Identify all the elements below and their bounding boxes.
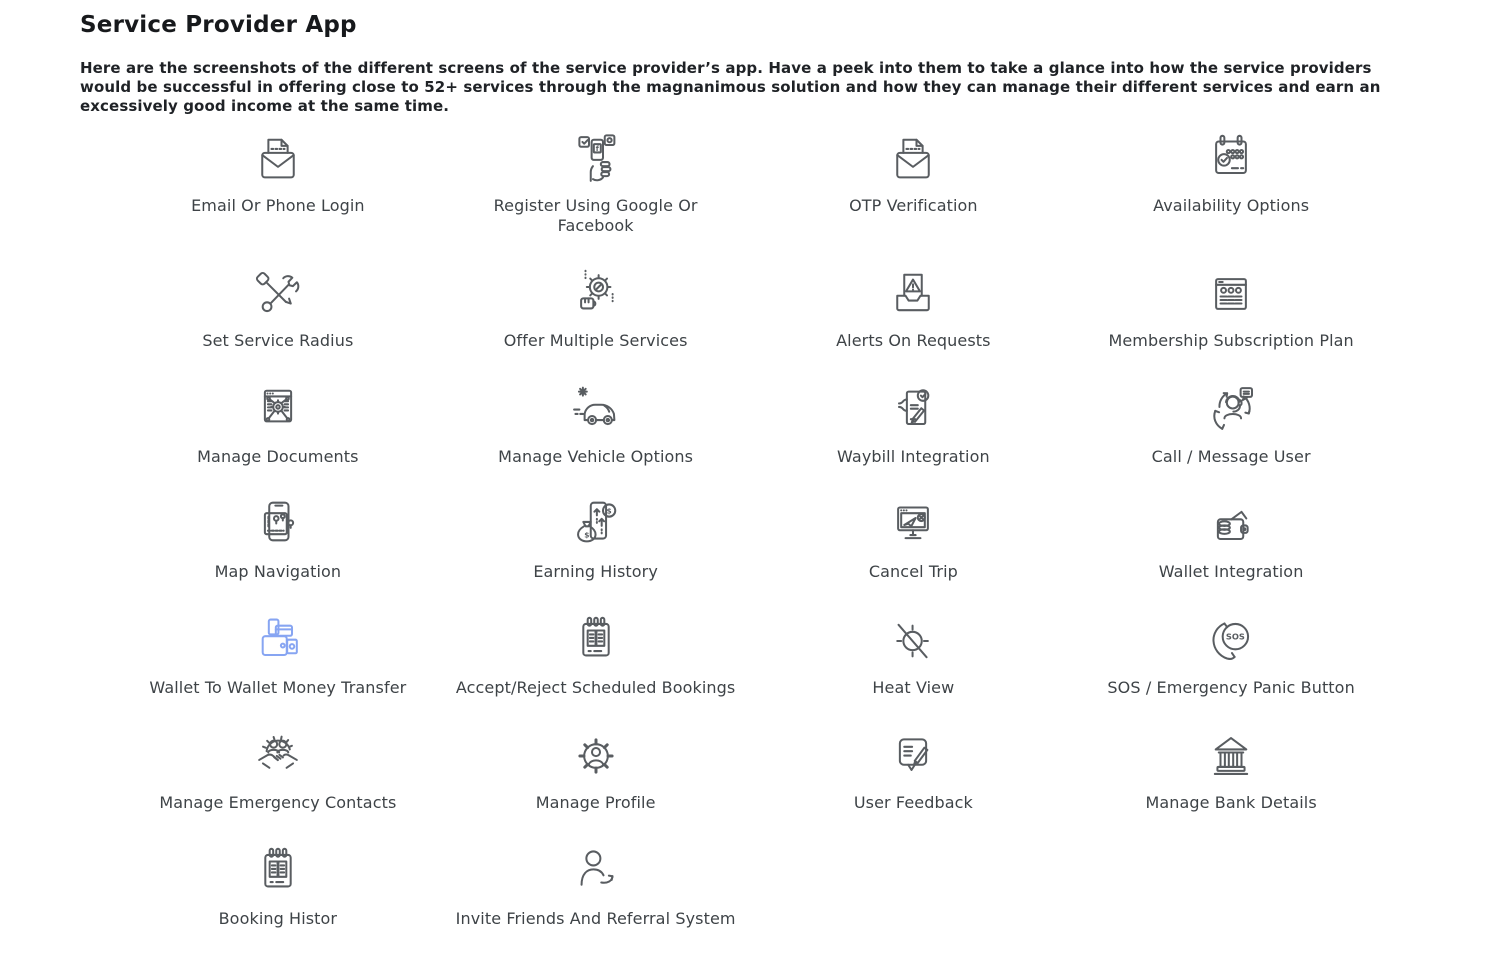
feature-label: User Feedback	[853, 793, 973, 813]
feature-label: Alerts On Requests	[836, 331, 991, 351]
booking-history-calendar-icon	[248, 844, 308, 900]
svg-text:f: f	[595, 144, 599, 153]
feature-label: Manage Emergency Contacts	[159, 793, 397, 813]
feature-label: Map Navigation	[214, 562, 342, 582]
feature-item	[119, 728, 437, 813]
feature-item	[1072, 131, 1390, 235]
availability-calendar-icon	[1201, 131, 1261, 187]
feature-item	[755, 266, 1073, 351]
feature-label: Accept/Reject Scheduled Bookings	[455, 677, 736, 697]
feature-item	[755, 382, 1073, 467]
feature-label: Heat View	[872, 677, 955, 697]
wallet-coins-icon	[1201, 497, 1261, 553]
feature-item	[755, 131, 1073, 235]
feature-label: Wallet To Wallet Money Transfer	[149, 677, 407, 697]
feature-item	[755, 728, 1073, 813]
alerts-tray-icon	[883, 266, 943, 322]
feature-label: Wallet Integration	[1158, 562, 1304, 582]
manage-documents-window-icon	[248, 382, 308, 438]
emergency-handshake-icon	[248, 728, 308, 784]
multi-services-gear-icon	[566, 266, 626, 322]
feature-item	[1072, 728, 1390, 813]
otp-envelope-icon	[883, 131, 943, 187]
feature-item	[119, 131, 437, 235]
feature-label: Manage Profile	[535, 793, 656, 813]
feature-label: Membership Subscription Plan	[1108, 331, 1354, 351]
feature-item	[437, 844, 755, 929]
feature-item	[1072, 613, 1390, 698]
feature-item	[119, 382, 437, 467]
feature-item	[1072, 497, 1390, 582]
feature-label: Call / Message User	[1151, 446, 1311, 466]
feature-label: Manage Vehicle Options	[498, 446, 694, 466]
feature-item	[437, 613, 755, 698]
booking-calendar-icon	[566, 613, 626, 669]
sos-handset-icon	[1201, 613, 1261, 669]
feature-label: OTP Verification	[849, 196, 978, 215]
earning-history-phone-icon	[566, 497, 626, 553]
feature-label: Manage Documents	[197, 446, 359, 466]
feature-label: Set Service Radius	[202, 331, 354, 351]
feature-item	[437, 266, 755, 351]
feature-label: SOS / Emergency Panic Button	[1107, 677, 1355, 697]
profile-gear-icon	[566, 728, 626, 784]
heat-sun-icon	[883, 613, 943, 669]
feature-item	[1072, 382, 1390, 467]
feature-label: Cancel Trip	[868, 562, 958, 582]
feature-item	[1072, 266, 1390, 351]
feature-item	[119, 266, 437, 351]
feature-item	[437, 728, 755, 813]
email-envelope-icon	[248, 131, 308, 187]
feature-item	[755, 613, 1073, 698]
feature-label: Manage Bank Details	[1145, 793, 1317, 813]
register-social-icon	[566, 131, 626, 187]
feature-label: Waybill Integration	[837, 446, 990, 466]
page-title: Service Provider App	[80, 12, 357, 38]
svg-text:$: $	[606, 506, 612, 516]
feature-item	[437, 131, 755, 235]
feature-label: Booking Histor	[218, 908, 338, 928]
feature-label: Earning History	[533, 562, 658, 582]
feature-label: Invite Friends And Referral System	[455, 908, 736, 928]
feature-label: Offer Multiple Services	[503, 331, 688, 351]
feature-item	[437, 497, 755, 582]
invite-person-arrow-icon	[566, 844, 626, 900]
feature-item	[437, 382, 755, 467]
cancel-trip-monitor-icon	[883, 497, 943, 553]
feedback-bubble-icon	[883, 728, 943, 784]
intro-text: Here are the screenshots of the different screens of the service provider’s app. Have a peek into them to take a glance into how the service providers would be successful in offering close to 52+ services through the magnanimous solution and how they can manage their different services and earn an excessively good income at the same time.	[80, 59, 1381, 115]
wallet-transfer-icon	[248, 613, 308, 669]
bank-building-icon	[1201, 728, 1261, 784]
call-message-headset-icon	[1201, 382, 1261, 438]
waybill-document-icon	[883, 382, 943, 438]
feature-item	[755, 497, 1073, 582]
feature-item	[119, 497, 437, 582]
feature-label: Register Using Google Or Facebook	[493, 196, 698, 235]
membership-browser-icon	[1201, 266, 1261, 322]
map-navigation-phone-icon	[248, 497, 308, 553]
service-tools-icon	[248, 266, 308, 322]
features-grid	[119, 131, 1390, 959]
vehicle-van-icon	[566, 382, 626, 438]
feature-label: Email Or Phone Login	[191, 196, 365, 215]
svg-text:$: $	[583, 530, 590, 540]
feature-item	[119, 844, 437, 929]
feature-item	[119, 613, 437, 698]
svg-text:SOS: SOS	[1225, 631, 1246, 642]
feature-label: Availability Options	[1153, 196, 1310, 215]
